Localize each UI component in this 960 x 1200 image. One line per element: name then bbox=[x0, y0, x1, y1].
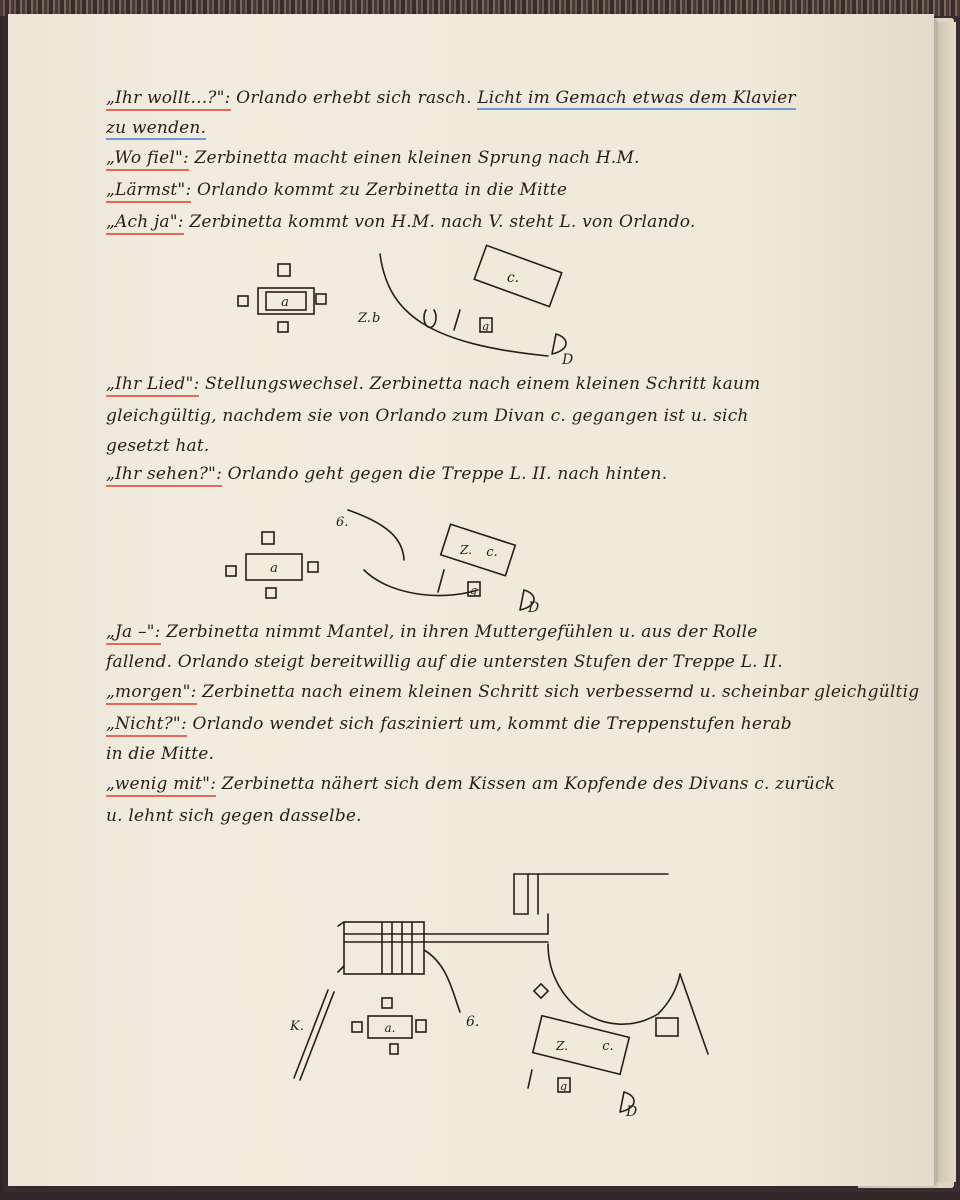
zerbinetta-mark: Z. bbox=[358, 311, 371, 326]
cue-phrase: „morgen": bbox=[106, 682, 197, 705]
chair-square bbox=[390, 1044, 398, 1054]
stage-diagram-3 bbox=[294, 874, 708, 1112]
figure-mark bbox=[424, 310, 436, 327]
chair-square bbox=[382, 998, 392, 1008]
stage-diagrams bbox=[8, 14, 934, 1186]
divan-label: c. bbox=[602, 1039, 614, 1054]
position-mark: K. bbox=[290, 1019, 304, 1034]
cue-phrase: „Ihr wollt...?": bbox=[106, 88, 231, 111]
book-cover-bottom-edge bbox=[0, 1192, 960, 1200]
stroke-mark bbox=[438, 570, 444, 592]
zerbinetta-mark: Z. bbox=[556, 1039, 568, 1053]
chair-square bbox=[226, 566, 236, 576]
door-panel bbox=[656, 1018, 678, 1036]
stage-direction: Stellungswechsel. Zerbinetta nach einem kleinen Schritt kaum bbox=[199, 374, 761, 394]
divan-outline bbox=[441, 524, 516, 575]
stage-direction: in die Mitte. bbox=[106, 744, 215, 764]
position-mark: 6. bbox=[336, 515, 349, 530]
bridge-line bbox=[344, 934, 548, 942]
stage-direction: gleichgültig, nachdem sie von Orlando zum Divan c. gegangen ist u. sich bbox=[106, 406, 749, 426]
position-mark: g bbox=[560, 1080, 568, 1093]
movement-curve bbox=[424, 950, 460, 1012]
chair-square bbox=[278, 264, 290, 276]
cue-phrase: „wenig mit": bbox=[106, 774, 216, 797]
staircase-post bbox=[514, 874, 528, 914]
position-mark: D bbox=[562, 352, 574, 368]
divan-label: c. bbox=[506, 270, 520, 286]
manuscript-page bbox=[8, 14, 934, 1186]
cue-phrase: „Nicht?": bbox=[106, 714, 187, 737]
stage-direction: Zerbinetta nimmt Mantel, in ihren Muttergefühlen u. aus der Rolle bbox=[160, 622, 758, 642]
cue-phrase: „Ihr sehen?": bbox=[106, 464, 222, 487]
stage-direction: u. lehnt sich gegen dasselbe. bbox=[106, 806, 362, 826]
position-mark: D bbox=[528, 600, 540, 616]
letter-d bbox=[552, 334, 566, 354]
chair-square bbox=[534, 984, 548, 998]
chair-square bbox=[262, 532, 274, 544]
chair-square bbox=[316, 294, 326, 304]
stair-marker bbox=[338, 922, 344, 972]
position-mark: b bbox=[372, 311, 381, 326]
stage-direction: Zerbinetta kommt von H.M. nach V. steht L. von Orlando. bbox=[183, 212, 696, 232]
movement-curve bbox=[348, 510, 404, 560]
cue-phrase: „Lärmst": bbox=[106, 180, 191, 203]
stage-direction: Orlando wendet sich fasziniert um, kommt die Treppenstufen herab bbox=[186, 714, 792, 734]
stage-direction: Zerbinetta nach einem kleinen Schritt sich verbessernd u. scheinbar gleichgültig bbox=[196, 682, 920, 702]
stage-direction: Orlando erhebt sich rasch. bbox=[230, 88, 478, 108]
table-label: a. bbox=[384, 1021, 396, 1035]
stroke-mark bbox=[454, 310, 460, 330]
movement-curve bbox=[380, 254, 548, 356]
stroke-mark bbox=[528, 1070, 532, 1088]
stair-steps bbox=[382, 922, 412, 974]
door-line bbox=[680, 974, 708, 1054]
table-label: a bbox=[270, 561, 278, 576]
stage-direction: Orlando kommt zu Zerbinetta in die Mitte bbox=[191, 180, 568, 200]
stage-direction: Zerbinetta nähert sich dem Kissen am Kopfende des Divans c. zurück bbox=[216, 774, 836, 794]
chair-square bbox=[416, 1020, 426, 1032]
wall-line bbox=[538, 874, 548, 934]
zerbinetta-mark: Z. bbox=[460, 543, 472, 557]
chair-square bbox=[238, 296, 248, 306]
stage-direction: Orlando geht gegen die Treppe L. II. nach hinten. bbox=[222, 464, 668, 484]
chair-square bbox=[308, 562, 318, 572]
cue-phrase: „Ihr Lied": bbox=[106, 374, 199, 397]
chair-square bbox=[266, 588, 276, 598]
table-label: a bbox=[281, 295, 289, 310]
stage-diagram-2 bbox=[226, 510, 534, 610]
cue-phrase: „Wo fiel": bbox=[106, 148, 189, 171]
chair-square bbox=[278, 322, 288, 332]
cue-phrase: „Ach ja": bbox=[106, 212, 184, 235]
blue-underlined-note: Licht im Gemach etwas dem Klavier bbox=[477, 88, 796, 108]
divan-label: c. bbox=[486, 545, 498, 560]
movement-curve bbox=[364, 570, 478, 596]
position-mark: D bbox=[626, 1104, 638, 1120]
arc-curve bbox=[548, 944, 680, 1024]
position-mark: g bbox=[470, 584, 478, 597]
chair-square bbox=[352, 1022, 362, 1032]
position-mark: 6. bbox=[466, 1014, 480, 1030]
blue-underlined-note-continued: zu wenden. bbox=[106, 118, 207, 138]
cue-phrase: „Ja –": bbox=[106, 622, 161, 645]
book-fore-edge bbox=[936, 22, 956, 1182]
side-wall-k bbox=[294, 990, 334, 1080]
stage-direction: fallend. Orlando steigt bereitwillig auf die untersten Stufen der Treppe L. II. bbox=[106, 652, 783, 672]
position-mark: g bbox=[482, 320, 490, 333]
stage-direction: Zerbinetta macht einen kleinen Sprung nach H.M. bbox=[188, 148, 640, 168]
stage-direction: gesetzt hat. bbox=[106, 436, 210, 456]
